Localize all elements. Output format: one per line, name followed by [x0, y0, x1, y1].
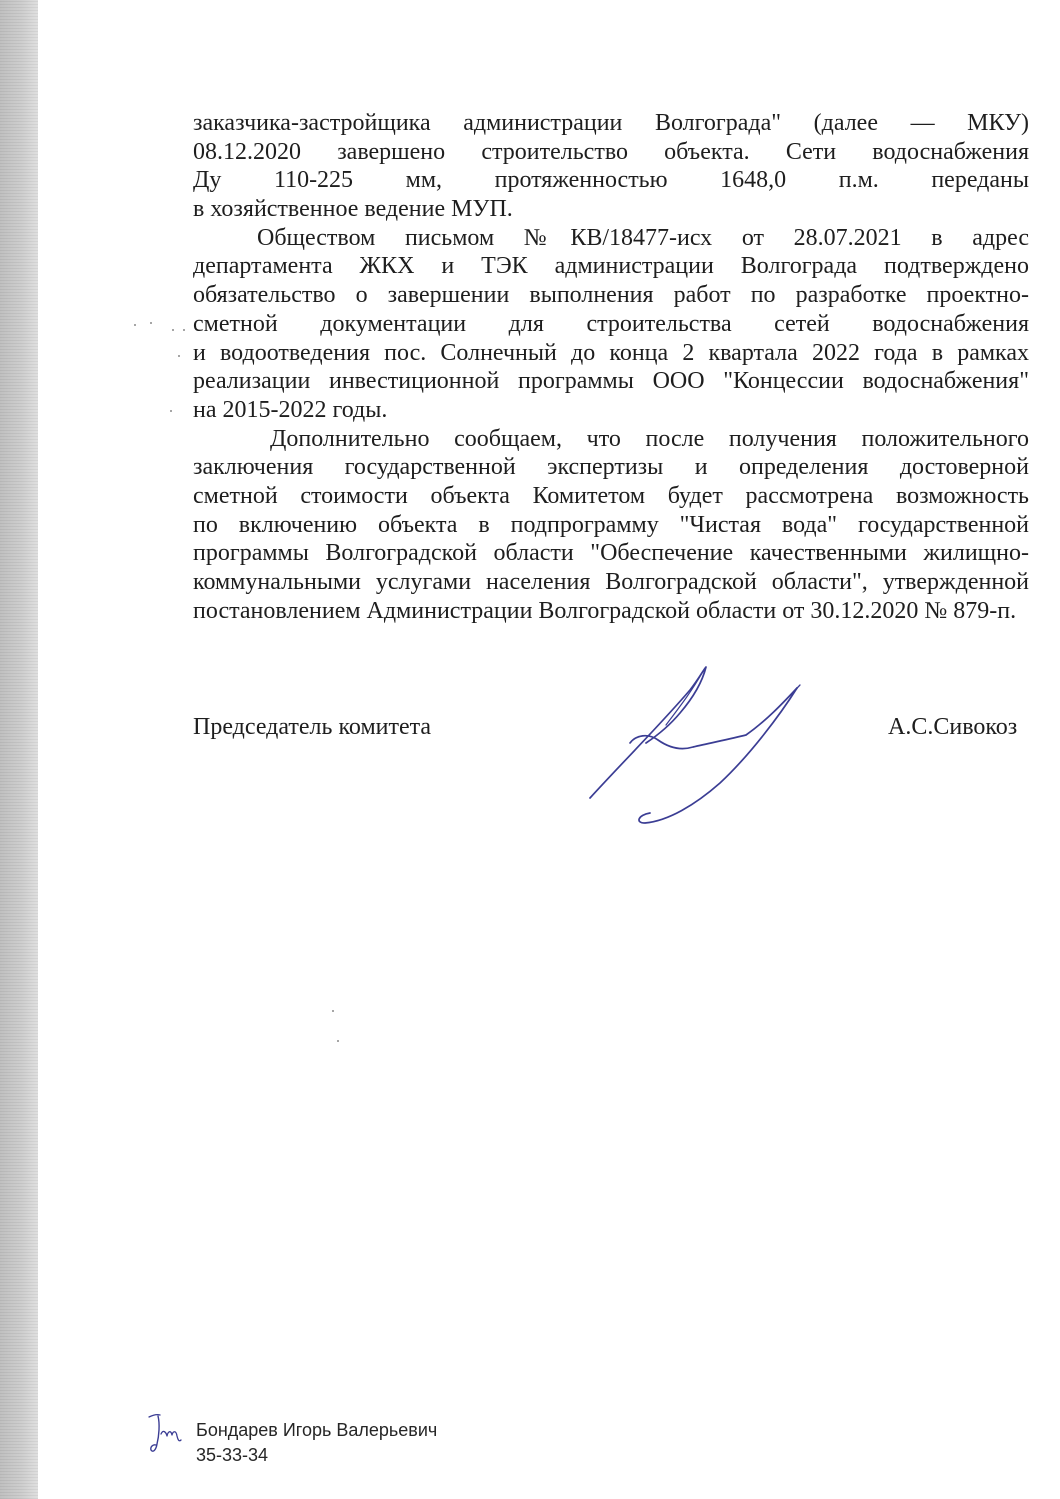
scan-edge-strip — [0, 0, 38, 1499]
text-line: и водоотведения пос. Солнечный до конца 2 квартала 2022 года в рамках — [193, 339, 1029, 366]
handwritten-signature — [580, 655, 810, 835]
text-line: сметной документации для строительства сетей водоснабжения — [193, 310, 1029, 337]
text-line: программы Волгоградской области "Обеспечение качественными жилищно- — [193, 540, 1029, 567]
signatory-name: А.С.Сивокоз — [888, 714, 1018, 740]
text-line: Обществом письмом №КВ/18477-исх от 28.07.2021 в адрес — [257, 224, 1029, 251]
text-line: заключения государственной экспертизы и определения достоверной — [193, 454, 1029, 481]
scan-speck — [150, 322, 152, 324]
scan-speck — [170, 410, 172, 412]
scan-speck — [178, 355, 180, 357]
paragraph-2 — [193, 224, 1029, 425]
scan-speck — [134, 324, 136, 326]
text-line: постановлением Администрации Волгоградской области от 30.12.2020 № 879-п. — [193, 597, 1017, 624]
text-line: на 2015-2022 годы. — [193, 396, 388, 423]
paragraph-1 — [193, 109, 1029, 224]
scan-speck — [332, 1010, 334, 1012]
text-line: обязательство о завершении выполнения работ по разработке проектно- — [193, 282, 1029, 309]
text-line: коммунальными услугами населения Волгоградской области", утвержденной — [193, 569, 1029, 595]
scan-speck — [172, 329, 174, 331]
text-line: сметной стоимости объекта Комитетом будет рассмотрена возможность — [193, 482, 1029, 509]
text-line: заказчика-застройщика администрации Волгограда" (далее — МКУ) — [193, 110, 1029, 136]
executor-name: Бондарев Игорь Валерьевич — [196, 1420, 438, 1440]
scan-speck — [183, 329, 185, 331]
text-line: реализации инвестиционной программы ООО "Концессии водоснабжения" — [193, 368, 1029, 395]
signatory-position: Председатель комитета — [193, 714, 432, 740]
handwritten-initials — [145, 1410, 187, 1456]
text-line: в хозяйственное ведение МУП. — [193, 196, 513, 223]
text-line: Дополнительно сообщаем, что после получения положительного — [270, 425, 1029, 452]
text-line: 08.12.2020 завершено строительство объекта. Сети водоснабжения — [193, 138, 1029, 165]
paragraph-3 — [193, 425, 1029, 626]
executor-info — [196, 1418, 437, 1468]
letter-body — [193, 109, 1029, 625]
executor-phone: 35-33-34 — [196, 1445, 269, 1465]
scan-speck — [337, 1040, 339, 1042]
text-line: Ду 110-225 мм, протяженностью 1648,0 п.м. переданы — [193, 167, 1029, 194]
text-line: департамента ЖКХ и ТЭК администрации Волгограда подтверждено — [193, 253, 1029, 280]
text-line: по включению объекта в подпрограмму "Чистая вода" государственной — [193, 511, 1029, 538]
